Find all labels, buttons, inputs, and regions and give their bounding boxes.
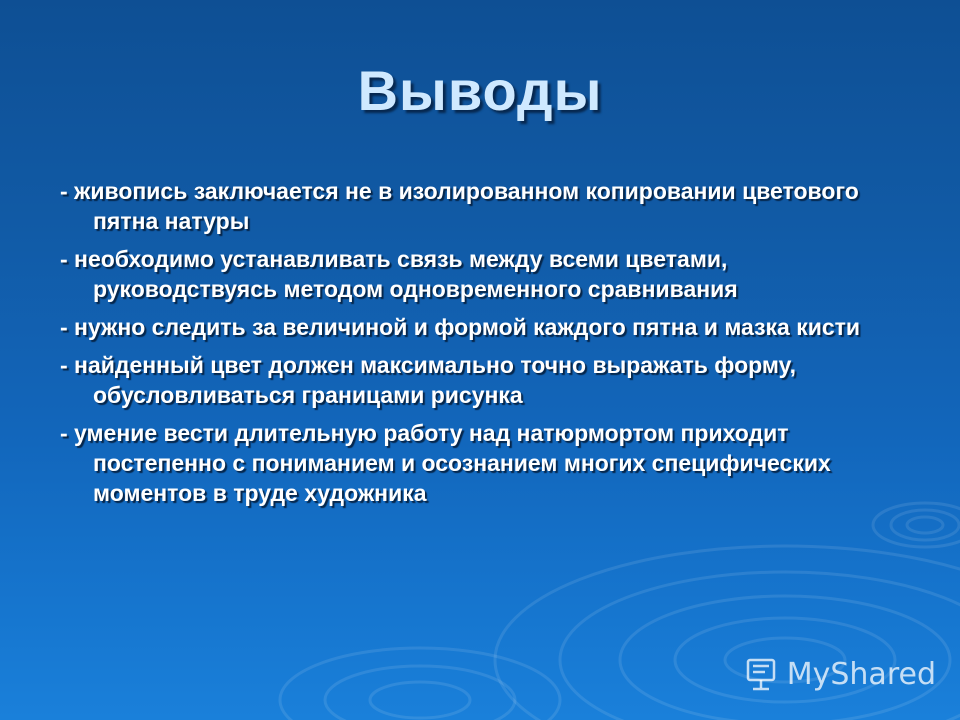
list-item: - умение вести длительную работу над натюрмортом приходит постепенно с пониманием и осознанием многих специфических моментов в труде художника <box>60 420 831 506</box>
presentation-board-icon <box>743 656 779 692</box>
list-item: - живопись заключается не в изолированном копировании цветового пятна натуры <box>60 178 859 234</box>
slide-title: Выводы <box>357 59 603 122</box>
bullet-list <box>60 176 910 516</box>
watermark-text: MyShared <box>786 656 936 692</box>
list-item: - найденный цвет должен максимально точно выражать форму, обусловливаться границами рисунка <box>60 352 797 408</box>
list-item: - необходимо устанавливать связь между всеми цветами, руководствуясь методом одновременного сравнивания <box>60 246 738 302</box>
list-item: - нужно следить за величиной и формой каждого пятна и мазка кисти <box>60 314 861 340</box>
watermark-logo <box>743 656 936 692</box>
